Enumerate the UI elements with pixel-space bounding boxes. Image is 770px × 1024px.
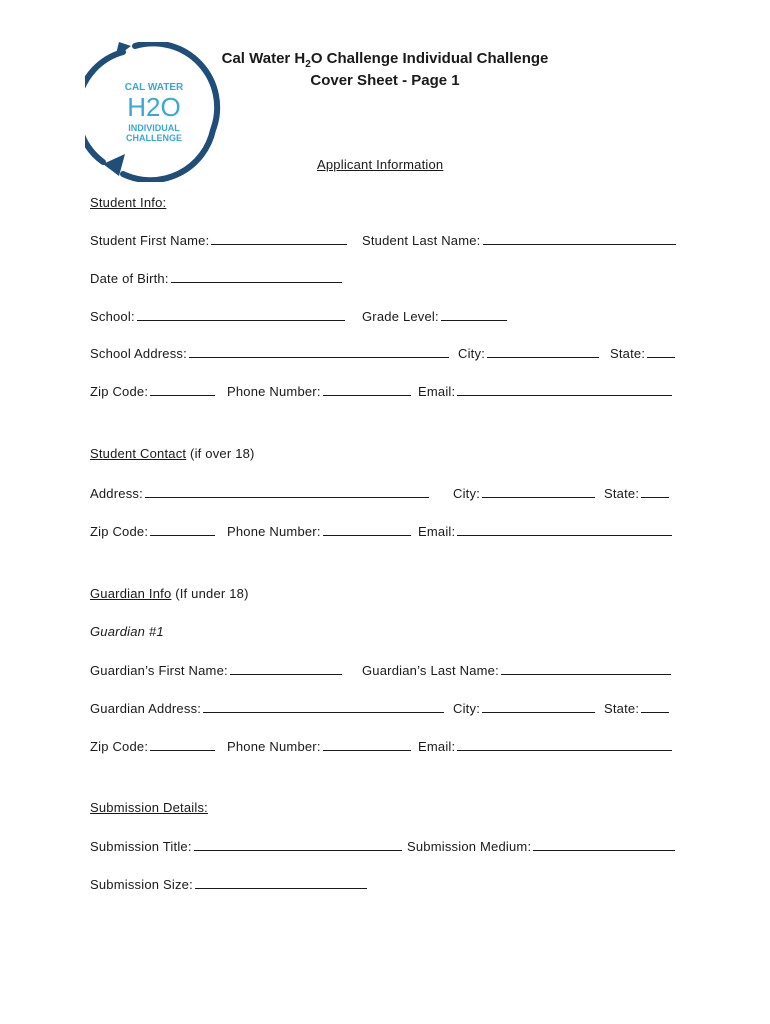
school-address-label: School Address: bbox=[90, 346, 187, 361]
student-last-name-input[interactable] bbox=[483, 232, 676, 245]
contact-state-input[interactable] bbox=[641, 485, 669, 498]
guardian-first-name-field[interactable] bbox=[90, 662, 342, 678]
document-subtitle: Cover Sheet - Page 1 bbox=[310, 72, 460, 89]
student-phone-input[interactable] bbox=[323, 383, 411, 396]
guardian-first-name-label: Guardian’s First Name: bbox=[90, 663, 228, 678]
guardian-state-input[interactable] bbox=[641, 700, 669, 713]
date-of-birth-field[interactable] bbox=[90, 270, 342, 286]
guardian-zip-input[interactable] bbox=[150, 738, 215, 751]
school-field[interactable] bbox=[90, 308, 345, 324]
contact-address-field[interactable] bbox=[90, 485, 429, 501]
guardian-info-heading-note: (If under 18) bbox=[175, 586, 249, 601]
guardian-state-field[interactable] bbox=[604, 700, 669, 716]
student-first-name-field[interactable] bbox=[90, 232, 347, 248]
contact-address-input[interactable] bbox=[145, 485, 429, 498]
contact-phone-input[interactable] bbox=[323, 523, 411, 536]
school-input[interactable] bbox=[137, 308, 345, 321]
school-label: School: bbox=[90, 309, 135, 324]
submission-size-input[interactable] bbox=[195, 876, 367, 889]
logo-h2o: H2O bbox=[127, 92, 181, 122]
date-of-birth-input[interactable] bbox=[171, 270, 342, 283]
logo-line-challenge: CHALLENGE bbox=[126, 133, 182, 143]
student-last-name-field[interactable] bbox=[362, 232, 676, 248]
student-email-field[interactable] bbox=[418, 383, 672, 399]
guardian-phone-field[interactable] bbox=[227, 738, 411, 754]
submission-details-heading: Submission Details: bbox=[90, 800, 208, 815]
school-state-input[interactable] bbox=[647, 345, 675, 358]
student-first-name-input[interactable] bbox=[211, 232, 347, 245]
submission-size-field[interactable] bbox=[90, 876, 367, 892]
student-phone-field[interactable] bbox=[227, 383, 411, 399]
submission-size-label: Submission Size: bbox=[90, 877, 193, 892]
document-title bbox=[190, 50, 580, 70]
guardian-last-name-input[interactable] bbox=[501, 662, 671, 675]
contact-phone-field[interactable] bbox=[227, 523, 411, 539]
guardian-address-input[interactable] bbox=[203, 700, 444, 713]
student-email-input[interactable] bbox=[457, 383, 672, 396]
school-city-field[interactable] bbox=[458, 345, 599, 361]
title-part-1: Cal Water H bbox=[221, 50, 306, 67]
logo-line-cal-water: CAL WATER bbox=[124, 82, 184, 93]
contact-zip-input[interactable] bbox=[150, 523, 215, 536]
contact-phone-label: Phone Number: bbox=[227, 524, 321, 539]
guardian-email-field[interactable] bbox=[418, 738, 672, 754]
contact-state-label: State: bbox=[604, 486, 640, 501]
guardian-address-label: Guardian Address: bbox=[90, 701, 202, 716]
guardian-phone-label: Phone Number: bbox=[227, 739, 321, 754]
title-part-2: O Challenge Individual Challenge bbox=[310, 50, 549, 67]
school-state-label: State: bbox=[610, 346, 646, 361]
guardian-last-name-field[interactable] bbox=[362, 662, 671, 678]
guardian-state-label: State: bbox=[604, 701, 640, 716]
submission-title-input[interactable] bbox=[194, 838, 402, 851]
guardian-city-label: City: bbox=[453, 701, 480, 716]
school-city-input[interactable] bbox=[487, 345, 599, 358]
student-contact-heading bbox=[90, 446, 255, 461]
guardian-info-heading bbox=[90, 586, 249, 601]
school-state-field[interactable] bbox=[610, 345, 675, 361]
submission-medium-input[interactable] bbox=[533, 838, 675, 851]
submission-medium-field[interactable] bbox=[407, 838, 675, 854]
title-subscript: 2 bbox=[305, 59, 311, 70]
guardian-city-input[interactable] bbox=[482, 700, 595, 713]
submission-title-label: Submission Title: bbox=[90, 839, 192, 854]
student-phone-label: Phone Number: bbox=[227, 384, 321, 399]
school-address-field[interactable] bbox=[90, 345, 449, 361]
student-last-name-label: Student Last Name: bbox=[362, 233, 481, 248]
guardian-1-subheading: Guardian #1 bbox=[90, 624, 164, 639]
guardian-email-label: Email: bbox=[418, 739, 456, 754]
student-contact-heading-note: (if over 18) bbox=[190, 446, 255, 461]
student-email-label: Email: bbox=[418, 384, 456, 399]
logo-line-individual: INDIVIDUAL bbox=[128, 123, 180, 133]
student-info-heading: Student Info: bbox=[90, 195, 167, 210]
contact-zip-field[interactable] bbox=[90, 523, 215, 539]
guardian-first-name-input[interactable] bbox=[230, 662, 342, 675]
guardian-phone-input[interactable] bbox=[323, 738, 411, 751]
contact-zip-label: Zip Code: bbox=[90, 524, 149, 539]
guardian-zip-field[interactable] bbox=[90, 738, 215, 754]
contact-email-field[interactable] bbox=[418, 523, 672, 539]
applicant-information-heading: Applicant Information bbox=[317, 157, 444, 172]
guardian-address-field[interactable] bbox=[90, 700, 444, 716]
student-contact-heading-label: Student Contact bbox=[90, 446, 187, 461]
contact-email-label: Email: bbox=[418, 524, 456, 539]
date-of-birth-label: Date of Birth: bbox=[90, 271, 169, 286]
guardian-info-heading-label: Guardian Info bbox=[90, 586, 172, 601]
student-first-name-label: Student First Name: bbox=[90, 233, 210, 248]
student-zip-field[interactable] bbox=[90, 383, 215, 399]
contact-state-field[interactable] bbox=[604, 485, 669, 501]
school-city-label: City: bbox=[458, 346, 485, 361]
submission-medium-label: Submission Medium: bbox=[407, 839, 532, 854]
guardian-last-name-label: Guardian’s Last Name: bbox=[362, 663, 499, 678]
student-zip-input[interactable] bbox=[150, 383, 215, 396]
contact-email-input[interactable] bbox=[457, 523, 672, 536]
grade-level-label: Grade Level: bbox=[362, 309, 439, 324]
grade-level-field[interactable] bbox=[362, 308, 507, 324]
student-zip-label: Zip Code: bbox=[90, 384, 149, 399]
guardian-email-input[interactable] bbox=[457, 738, 672, 751]
contact-city-input[interactable] bbox=[482, 485, 595, 498]
school-address-input[interactable] bbox=[189, 345, 449, 358]
guardian-city-field[interactable] bbox=[453, 700, 595, 716]
guardian-zip-label: Zip Code: bbox=[90, 739, 149, 754]
contact-city-field[interactable] bbox=[453, 485, 595, 501]
grade-level-input[interactable] bbox=[441, 308, 507, 321]
submission-title-field[interactable] bbox=[90, 838, 402, 854]
contact-city-label: City: bbox=[453, 486, 480, 501]
contact-address-label: Address: bbox=[90, 486, 143, 501]
